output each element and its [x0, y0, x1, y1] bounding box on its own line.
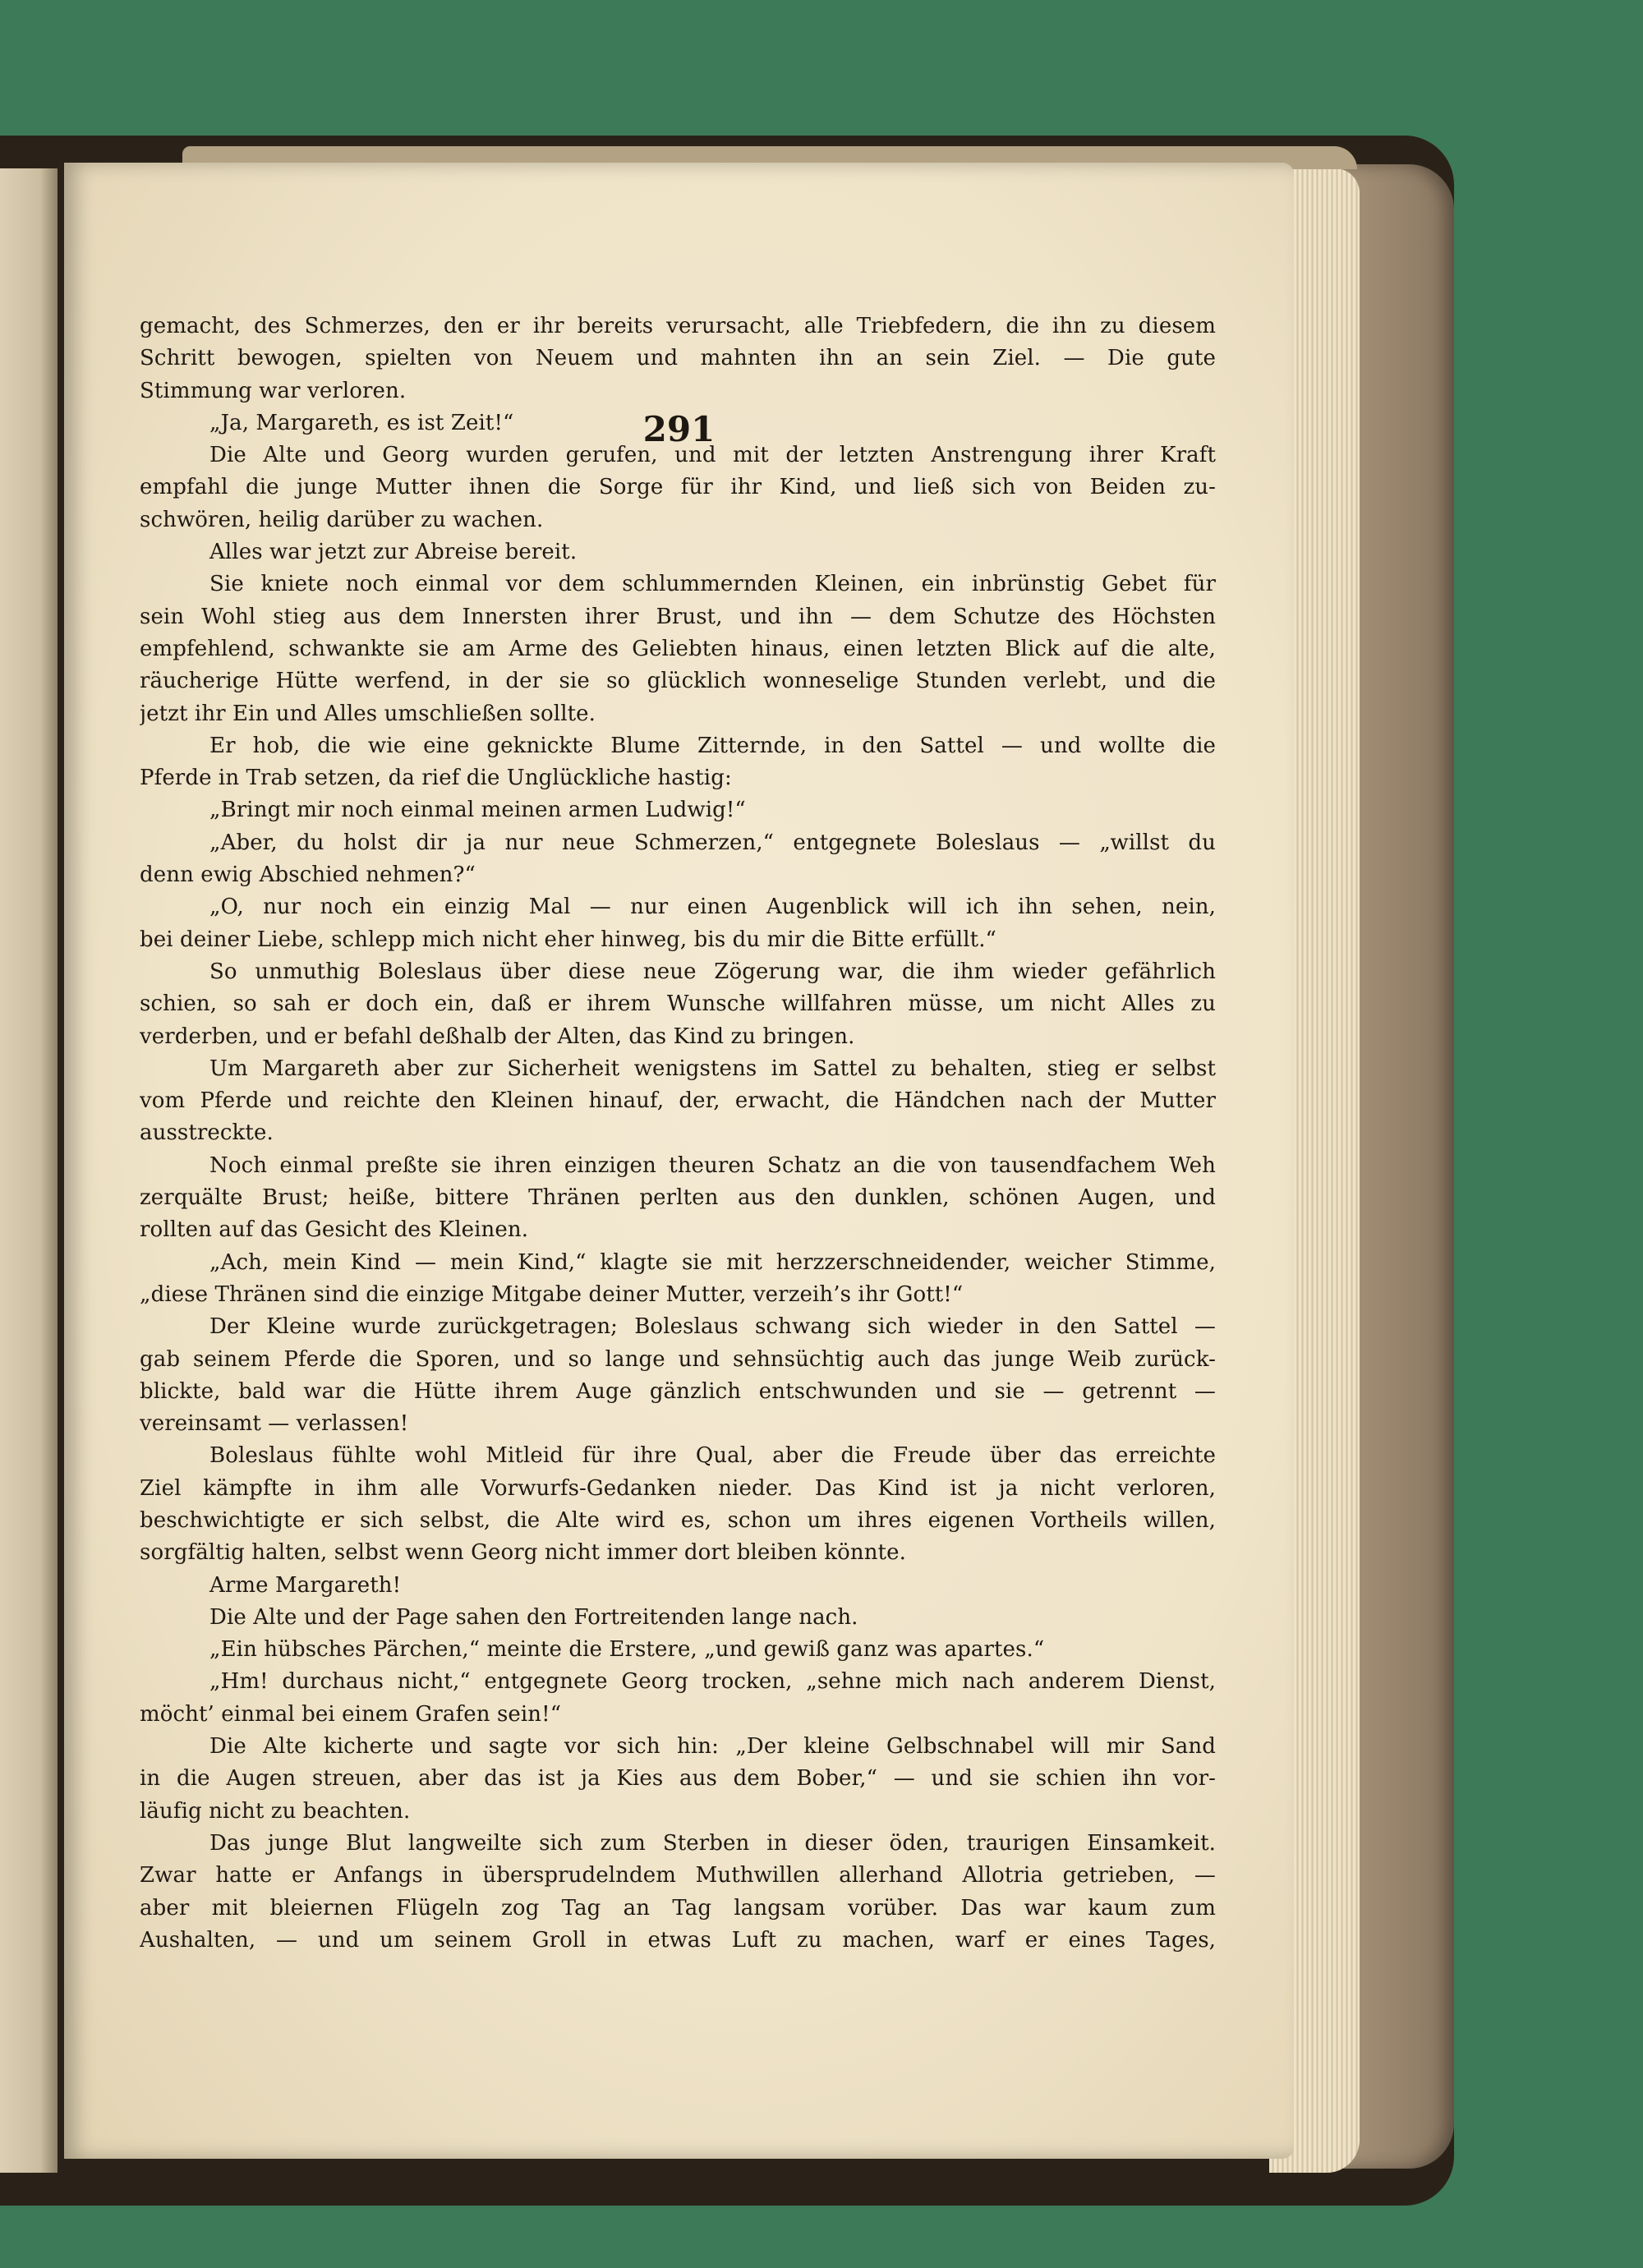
- text-line: So unmuthig Boleslaus über diese neue Zögerung war, die ihm wieder gefährlich: [209, 959, 1216, 984]
- text-line: gab seinem Pferde die Sporen, und so lange und sehnsüchtig auch das junge Weib zurück-: [140, 1346, 1216, 1372]
- text-line: blickte, bald war die Hütte ihrem Auge gänzlich entschwunden und sie — getrennt —: [140, 1378, 1216, 1404]
- text-line: läufig nicht zu beachten.: [140, 1798, 411, 1824]
- text-line: sein Wohl stieg aus dem Innersten ihrer Brust, und ihn — dem Schutze des Höchsten: [140, 604, 1216, 629]
- text-line: Schritt bewogen, spielten von Neuem und mahnten ihn an sein Ziel. — Die gute: [140, 346, 1216, 371]
- page-number: 291: [642, 409, 716, 449]
- text-line: Noch einmal preßte sie ihren einzigen theuren Schatz an die von tausendfachem Weh: [209, 1152, 1216, 1178]
- text-line: „Aber, du holst dir ja nur neue Schmerzen,“ entgegnete Boleslaus — „willst du: [209, 830, 1216, 855]
- text-line: vom Pferde und reichte den Kleinen hinauf, der, erwacht, die Händchen nach der Mutter: [140, 1088, 1216, 1114]
- text-line: ausstreckte.: [140, 1120, 274, 1146]
- text-line: Aushalten, — und um seinem Groll in etwas Luft zu machen, warf er eines Tages,: [140, 1927, 1216, 1953]
- text-line: Der Kleine wurde zurückgetragen; Boleslaus schwang sich wieder in den Sattel —: [209, 1314, 1216, 1340]
- text-line: Die Alte und der Page sahen den Fortreitenden lange nach.: [209, 1604, 858, 1630]
- text-line: „Ja, Margareth, es ist Zeit!“: [209, 410, 514, 435]
- text-line: rollten auf das Gesicht des Kleinen.: [140, 1217, 529, 1243]
- text-line: Die Alte und Georg wurden gerufen, und mit der letzten Anstrengung ihrer Kraft: [209, 443, 1216, 468]
- text-line: Pferde in Trab setzen, da rief die Unglückliche hastig:: [140, 766, 732, 791]
- text-line: Sie kniete noch einmal vor dem schlummernden Kleinen, ein inbrünstig Gebet für: [209, 572, 1216, 597]
- text-line: beschwichtigte er sich selbst, die Alte wird es, schon um ihres eigenen Vortheils willen,: [140, 1507, 1216, 1533]
- text-line: „diese Thränen sind die einzige Mitgabe deiner Mutter, verzeih’s ihr Gott!“: [140, 1281, 964, 1307]
- text-line: empfahl die junge Mutter ihnen die Sorge für ihr Kind, und ließ sich von Beiden zu-: [140, 475, 1216, 500]
- text-line: verderben, und er befahl deßhalb der Alten, das Kind zu bringen.: [140, 1024, 855, 1049]
- text-line: in die Augen streuen, aber das ist ja Kies aus dem Bober,“ — und sie schien ihn vor-: [140, 1766, 1216, 1792]
- text-line: Er hob, die wie eine geknickte Blume Zitternde, in den Sattel — und wollte die: [209, 733, 1216, 758]
- text-line: schwören, heilig darüber zu wachen.: [140, 507, 544, 532]
- text-line: Zwar hatte er Anfangs in übersprudelndem Muthwillen allerhand Allotria getrieben, —: [140, 1863, 1216, 1888]
- text-line: „Hm! durchaus nicht,“ entgegnete Georg trocken, „sehne mich nach anderem Dienst,: [209, 1669, 1216, 1695]
- text-line: jetzt ihr Ein und Alles umschließen sollte.: [140, 701, 596, 726]
- text-line: Alles war jetzt zur Abreise bereit.: [209, 540, 578, 565]
- text-line: „Ach, mein Kind — mein Kind,“ klagte sie mit herzzerschneidender, weicher Stimme,: [209, 1249, 1216, 1275]
- text-line: denn ewig Abschied nehmen?“: [140, 863, 476, 888]
- text-line: Ziel kämpfte in ihm alle Vorwurfs-Gedanken nieder. Das Kind ist ja nicht verloren,: [140, 1475, 1216, 1501]
- text-line: sorgfältig halten, selbst wenn Georg nicht immer dort bleiben könnte.: [140, 1540, 906, 1566]
- text-line: Um Margareth aber zur Sicherheit wenigstens im Sattel zu behalten, stieg er selbst: [209, 1056, 1216, 1081]
- text-line: „Ein hübsches Pärchen,“ meinte die Erstere, „und gewiß ganz was apartes.“: [209, 1637, 1045, 1663]
- text-line: möcht’ einmal bei einem Grafen sein!“: [140, 1701, 562, 1727]
- text-line: Das junge Blut langweilte sich zum Sterben in dieser öden, traurigen Einsamkeit.: [209, 1830, 1216, 1856]
- text-line: Boleslaus fühlte wohl Mitleid für ihre Qual, aber die Freude über das erreichte: [209, 1443, 1216, 1469]
- text-line: empfehlend, schwankte sie am Arme des Geliebten hinaus, einen letzten Blick auf die alte,: [140, 636, 1216, 661]
- text-line: Die Alte kicherte und sagte vor sich hin: „Der kleine Gelbschnabel will mir Sand: [209, 1734, 1216, 1760]
- text-line: Stimmung war verloren.: [140, 378, 407, 403]
- left-page-sliver: [0, 168, 58, 2173]
- text-line: Arme Margareth!: [209, 1572, 402, 1598]
- text-line: aber mit bleiernen Flügeln zog Tag an Tag langsam vorüber. Das war kaum zum: [140, 1895, 1216, 1921]
- text-line: schien, so sah er doch ein, daß er ihrem Wunsche willfahren müsse, um nicht Alles zu: [140, 991, 1216, 1017]
- text-line: vereinsamt — verlassen!: [140, 1411, 409, 1437]
- page-text: [140, 311, 1216, 1957]
- text-line: „O, nur noch ein einzig Mal — nur einen Augenblick will ich ihn sehen, nein,: [209, 895, 1216, 920]
- text-line: bei deiner Liebe, schlepp mich nicht eher hinweg, bis du mir die Bitte erfüllt.“: [140, 927, 996, 952]
- text-line: räucherige Hütte werfend, in der sie so glücklich wonneselige Stunden verlebt, und die: [140, 669, 1216, 694]
- text-line: gemacht, des Schmerzes, den er ihr bereits verursacht, alle Triebfedern, die ihn zu diesem: [140, 314, 1216, 338]
- text-line: „Bringt mir noch einmal meinen armen Ludwig!“: [209, 798, 746, 823]
- text-line: zerquälte Brust; heiße, bittere Thränen perlten aus den dunklen, schönen Augen, und: [140, 1185, 1216, 1211]
